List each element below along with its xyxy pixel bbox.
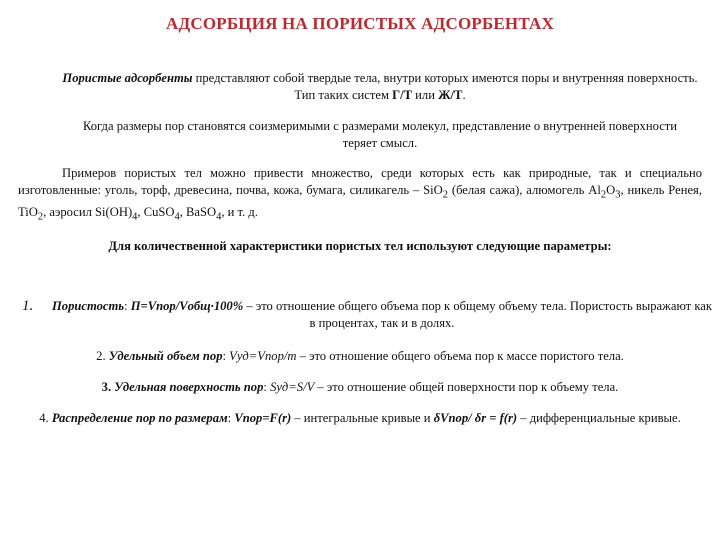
item-number: 3. (101, 380, 115, 394)
term-specific-surface: Удельная поверхность пор (114, 380, 264, 394)
text-span: O (606, 183, 616, 197)
text-span: : (227, 411, 235, 425)
formula-porosity: П=Vпор/Vобщ·100% (130, 299, 244, 313)
subscript: 2 (442, 189, 448, 201)
formula-specific-volume: Vуд=Vпор/m (229, 349, 297, 363)
parameters-heading: Для количественной характеристики пористых тел используют следующие параметры: (108, 239, 612, 253)
system-type-gs: Г/Т (392, 88, 413, 102)
paragraph-pore-size: Когда размеры пор становятся соизмеримыми с размерами молекул, представление о внутренней поверхности теряет смысл. (82, 119, 678, 150)
text-span: – это отношение общего объема пор к общему объему тела. Пористость выражают как в процентах, так и в долях. (243, 299, 712, 330)
subscript: 4 (216, 211, 222, 223)
text-span: (белая сажа), алюмогель Al (448, 183, 601, 197)
subscript: 3 (615, 189, 621, 201)
formula-specific-surface: Sуд=S/V (270, 380, 315, 394)
text-span: : (124, 299, 131, 313)
formula-differential: δVпор/ δr = f(r) (433, 411, 518, 425)
term-porosity: Пористость (52, 299, 125, 313)
subscript: 2 (37, 211, 44, 223)
item-number: 2. (96, 349, 109, 363)
system-type-ls: Ж/Т (438, 88, 463, 102)
text-span: , CuSO (137, 204, 175, 219)
paragraph-examples (18, 165, 702, 225)
page-title: АДСОРБЦИЯ НА ПОРИСТЫХ АДСОРБЕНТАХ (165, 14, 554, 33)
text-span: , аэросил Si(OH) (43, 204, 133, 219)
term-pore-distribution: Распределение пор по размерам (51, 411, 228, 425)
text-span: , никель Ренея, TiO (18, 183, 702, 219)
text-span: : (222, 349, 230, 363)
subscript: 2 (600, 189, 607, 201)
subscript: 4 (174, 211, 180, 223)
text-span: или (412, 88, 439, 102)
term-specific-volume: Удельный объем пор (108, 349, 223, 363)
item-specific-surface (30, 379, 690, 396)
text-span: – интегральные кривые и (291, 411, 434, 425)
text-span: – это отношение общей поверхности пор к объему тела. (314, 380, 619, 394)
text-span: : (263, 380, 271, 394)
subscript: 4 (132, 211, 138, 223)
item-pore-distribution (22, 410, 698, 427)
text-span: – дифференциальные кривые. (517, 411, 681, 425)
item-1-number: 1. (22, 298, 34, 314)
item-number: 4. (39, 411, 52, 425)
formula-integral: Vпор=F(r) (234, 411, 292, 425)
text-span: , и т. д. (221, 204, 258, 219)
text-span: , BaSO (179, 204, 217, 219)
text-span: . (462, 88, 466, 102)
text-span: представляют собой твердые тела, внутри которых имеются поры и внутренняя поверхность. Тип таких систем (192, 71, 698, 102)
text-span: Примеров пористых тел можно привести множество, среди которых есть как природные, так и специально изготовленные: уголь, торф, древесина, почва, кожа, бумага, силикагель – SiO (18, 166, 702, 197)
paragraph-porous-adsorbents (60, 70, 700, 104)
text-span: – это отношение общего объема пор к массе пористого тела. (296, 349, 624, 363)
item-specific-volume (30, 348, 690, 365)
term-porous-adsorbents: Пористые адсорбенты (62, 71, 193, 85)
item-porosity (52, 298, 712, 332)
